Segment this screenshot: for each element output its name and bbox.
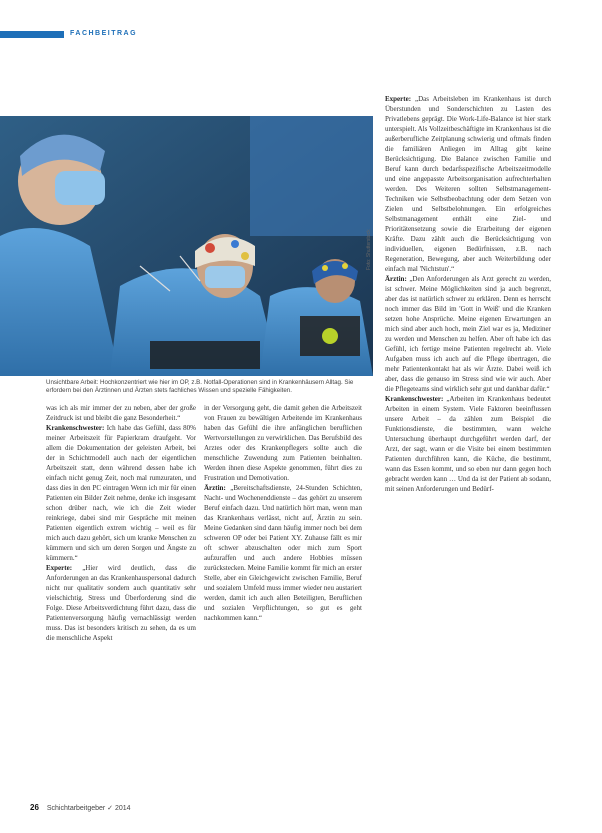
publication-name: Schichtarbeitgeber ✓ 2014	[46, 805, 131, 812]
section-label: FACHBEITRAG	[70, 30, 138, 37]
surgery-photo	[0, 116, 373, 376]
section-color-bar	[0, 31, 64, 38]
page-number: 26	[30, 803, 39, 812]
surgery-photo-illustration	[0, 116, 373, 376]
paragraph: in der Versorgung geht, die damit gehen die Arbeitszeit von Frauen zu bewältigen Arbeitende im Krankenhaus haben das Gefühl die ihre anfänglichen beruflichen Wertvorstellungen zu verwirklichen. Das Berufsbild des Arztes oder des Krankenpflegers sollte auch die menschliche Zuwendung zum Patienten beinhalten. Werden ihnen diese Aspekte genommen, führt dies zu Frustration und Demotivation.	[204, 404, 362, 482]
page-footer	[30, 803, 131, 812]
paragraph: Experte: „Das Arbeitsleben im Krankenhaus ist durch Überstunden und Sonderschichten zu Lasten des Privatlebens geprägt. Die Work-Life-Balance ist hier stark unterspielt. Als Vollzeitbeschäftigte im Krankenhaus ist die außerberufliche Zeitplanung schwierig und oftmals finden die familiären Anliegen im Alltag gibt keine Berücksichtigung. Die Balance zwischen Familie und Beruf kann durch bedarfsspezifische Arbeitszeitmodelle und eine angepasste Arbeitsorganisation aufrechterhalten werden. Des Weiteren sollten Selbstmanagement-Techniken wie Selbstbeobachtung oder dem Setzen von Zielen und Selbstbelohnungen. Ein erfolgreiches Selbstmanagement enthält eine Ziel- und Prioritätensetzung sowie die Erarbeitung der eigenen Kräfte. Dazu zählt auch die Berücksichtigung von individuellen, eigenen Bedürfnissen, z.B. nach Regeneration, Bewegung, aber auch Weiterbildung oder einfach mal 'Nichtstun'.“	[385, 95, 551, 273]
paragraph: Experte: „Hier wird deutlich, dass die Anforderungen an das Krankenhauspersonal dadurch nicht nur qualitativ sondern auch quantitativ sehr vielschichtig. Stress und Überforderung sind die Folge. Diese Arbeitsverdichtung führt dazu, dass die Patientenversorgung häufig vernachlässigt werden muss. Das ist besonders kritisch zu sehen, da es um die menschliche Aspekt	[46, 564, 197, 642]
text-column-1	[46, 403, 196, 643]
paragraph: Krankenschwester: „Arbeiten im Krankenhaus bedeutet Arbeiten in einem System. Viele Faktoren beeinflussen unsere Arbeit – da zählen zum Beispiel die Funktionsdienste, die bestimmten, wann welche Untersuchung überhaupt durchgeführt werden darf, der Arzt, der sagt, wann er die Visite bei einem bestimmten Patienten durchführen kann, die Küche, die bestimmt, wann das Essen kommt, und so eben nur dann gegen hoch gebracht werden kann … Und da ist der Patient ab sodann, mit seinen Anforderungen und Bedürf-	[385, 395, 551, 493]
paragraph: Ärztin: „Bereitschaftsdienste, 24-Stunden Schichten, Nacht- und Wochenenddienste – das gehört zu unserem Beruf einfach dazu. Und natürlich hört man, wenn man das Krankenhaus verlässt, nicht auf, Ärztin zu sein. Meine Gedanken sind dann häufig immer noch bei dem schweren OP oder bei Patient XY. Zuhause fällt es mir oft schwer abzuschalten oder mich zum Sport aufzuraffen und auch andere Hobbies müssen zurückstecken. Meine Familie kommt für mich an erster Stelle, aber ein Gleichgewicht zwischen Familie, Beruf und sozialem Umfeld muss immer wieder neu austariert werden, damit ich auch allen Beteiligten, Beruflichen und sozialen Verpflichtungen, so gut es geht nachkommen kann.“	[204, 484, 362, 622]
paragraph: Krankenschwester: Ich habe das Gefühl, dass 80% meiner Arbeitszeit für Papierkram draufgeht. Vor allem die Dokumentation der geleisten Arbeit, bei der in Schichtmodell auch nach der eigentlichen Arbeitszeit statt, denn während dessen habe ich einfach nicht genug Zeit, noch mal rumzuraten, und dass dies in den PC eintragen Wenn ich mir für einen Patienten ein Bilder Zeit nehme, denke ich insgesamt schon drüber nach, wie ich die Zeit wieder reinkriege, dabei sind mir Gespräche mit meinen Patienten eigentlich extrem wichtig – weil es für mich auch dazu gehört, sich um kranke Menschen zu kümmern und sich um deren Sorgen und Ängste zu kümmern.“	[46, 424, 197, 562]
paragraph: Ärztin: „Den Anforderungen als Arzt gerecht zu werden, ist schwer. Meine Möglichkeiten sind ja auch begrenzt, aber das ist natürlich schwer zu erklären. Denn es herrscht noch immer das Bild im 'Gott in Weiß' und die Kranken setzen hohe Ansprüche. Meine eigenen Erwartungen an mich sind aber auch hoch, mein Ziel war es ja, Mediziner zu werden und Menschen zu helfen. Aber oft habe ich das Gefühl, ich fertige meine Patienten regelrecht ab. Viele Aufgaben muss ich auch auf die Pflege übertragen, die mehr Patientenkontakt hat als wir Ärzte. Dabei weiß ich aber, dass die genauso im Stress sind wie wir auch. Aber die Pflegeteams sind wirklich sehr gut und dankbar dafür.“	[385, 275, 551, 393]
text-column-3	[385, 94, 551, 494]
paragraph: was ich als mir immer der zu neben, aber der große Zeitdruck ist und bleibt die ganz Besonderheit.“	[46, 404, 196, 422]
photo-credit: Foto: Shutterstock	[366, 229, 372, 270]
photo-caption: Unsichtbare Arbeit: Hochkonzentriert wie hier im OP, z.B. Notfall-Operationen sind in Krankenhäusern Alltag. Sie erfordern bei den Ärztinnen und Ärzten stets fachliches Wissen und spezielle Fähigkeiten.	[46, 379, 354, 394]
text-column-2	[204, 403, 362, 623]
